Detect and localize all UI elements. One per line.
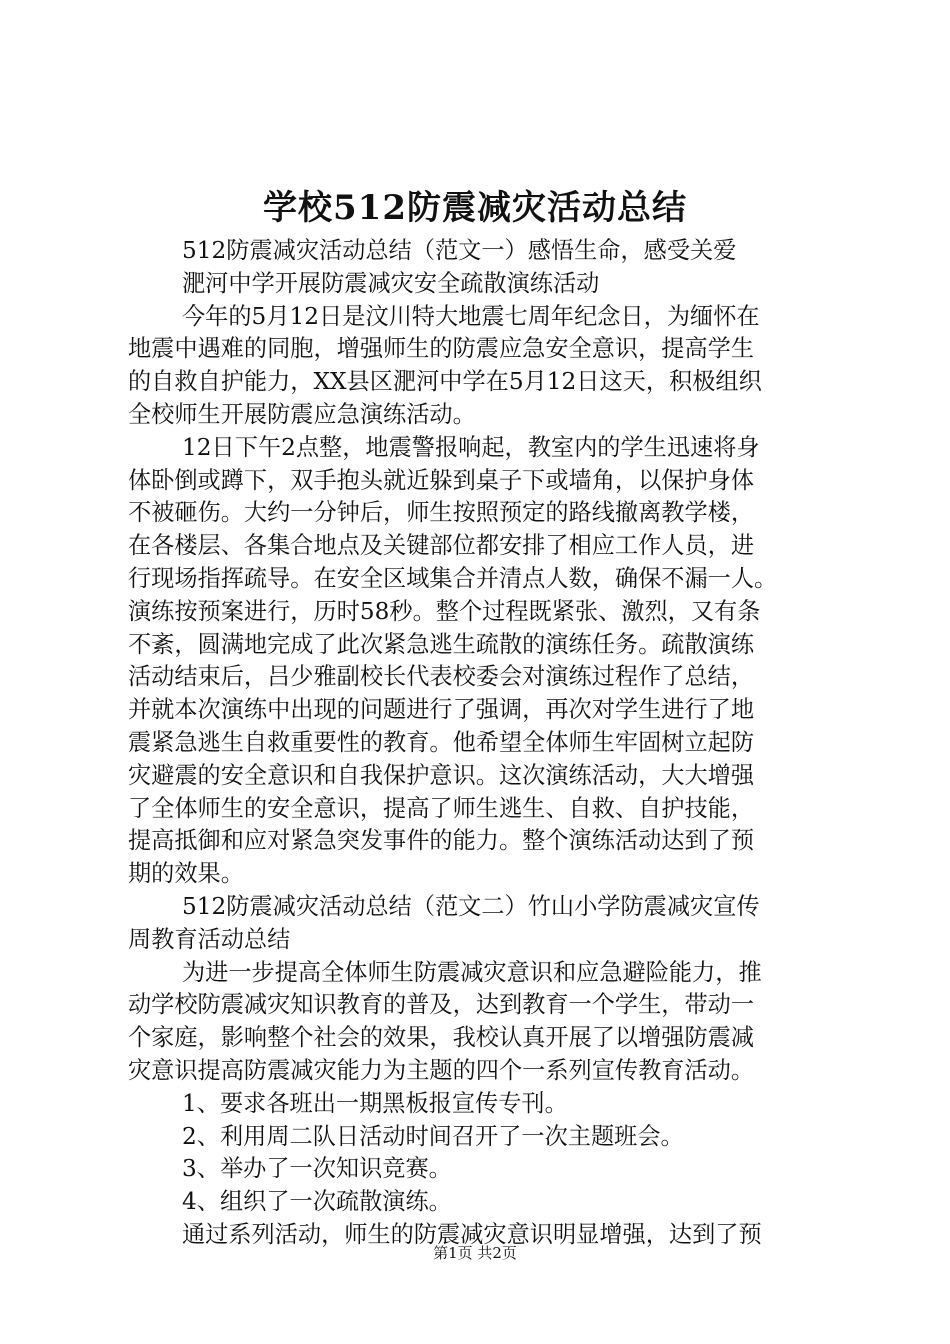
- list-item: 4、组织了一次疏散演练。: [182, 1188, 452, 1216]
- text-line: 体卧倒或蹲下，双手抱头就近躲到桌子下或墙角，以保护身体: [128, 466, 755, 494]
- text-line: 的自救自护能力，XX县区淝河中学在5月12日这天，积极组织: [128, 368, 762, 396]
- list-item: 3、举办了一次知识竞赛。: [182, 1155, 452, 1183]
- text-line: 地震中遇难的同胞，增强师生的防震应急安全意识，提高学生: [128, 335, 755, 363]
- text-line: 在各楼层、各集合地点及关键部位都安排了相应工作人员，进: [128, 532, 755, 560]
- text-line: 动学校防震减灾知识教育的普及，达到教育一个学生，带动一: [128, 991, 755, 1019]
- document-body: [128, 235, 838, 1252]
- text-line: 512防震减灾活动总结（范文二）竹山小学防震减灾宣传: [182, 892, 760, 920]
- text-line: 活动结束后，吕少雅副校长代表校委会对演练过程作了总结，: [128, 663, 755, 691]
- text-line: 不紊，圆满地完成了此次紧急逃生疏散的演练任务。疏散演练: [128, 630, 755, 658]
- page-footer: 第1页 共2页: [433, 1244, 517, 1262]
- text-line: 灾意识提高防震减灾能力为主题的四个一系列宣传教育活动。: [128, 1056, 755, 1084]
- text-line: 周教育活动总结: [128, 925, 291, 953]
- text-line: 12日下午2点整，地震警报响起，教室内的学生迅速将身: [182, 433, 760, 461]
- text-line: 今年的5月12日是汶川特大地震七周年纪念日，为缅怀在: [182, 302, 760, 330]
- list-item: 2、利用周二队日活动时间召开了一次主题班会。: [182, 1122, 684, 1150]
- text-line: 震紧急逃生自救重要性的教育。他希望全体师生牢固树立起防: [128, 728, 755, 756]
- text-line: 提高抵御和应对紧急突发事件的能力。整个演练活动达到了预: [128, 827, 755, 855]
- text-line: 全校师生开展防震应急演练活动。: [128, 400, 476, 428]
- text-line: 不被砸伤。大约一分钟后，师生按照预定的路线撤离教学楼，: [128, 499, 755, 527]
- text-line: 淝河中学开展防震减灾安全疏散演练活动: [182, 269, 600, 297]
- document-title: 学校512防震减灾活动总结: [263, 188, 687, 228]
- text-line: 行现场指挥疏导。在安全区域集合并清点人数，确保不漏一人。: [128, 564, 778, 592]
- text-line: 通过系列活动，师生的防震减灾意识明显增强，达到了预: [182, 1220, 762, 1248]
- text-line: 并就本次演练中出现的问题进行了强调，再次对学生进行了地: [128, 696, 755, 724]
- text-line: 灾避震的安全意识和自我保护意识。这次演练活动，大大增强: [128, 761, 755, 789]
- text-line: 期的效果。: [128, 860, 244, 888]
- list-item: 1、要求各班出一期黑板报宣传专刊。: [182, 1089, 568, 1117]
- text-line: 演练按预案进行，历时58秒。整个过程既紧张、激烈，又有条: [128, 597, 761, 625]
- text-line: 512防震减灾活动总结（范文一）感悟生命，感受关爱: [182, 237, 737, 264]
- text-line: 个家庭，影响整个社会的效果，我校认真开展了以增强防震减: [128, 1024, 755, 1052]
- text-line: 为进一步提高全体师生防震减灾意识和应急避险能力，推: [182, 958, 762, 986]
- text-line: 了全体师生的安全意识，提高了师生逃生、自救、自护技能，: [128, 794, 755, 822]
